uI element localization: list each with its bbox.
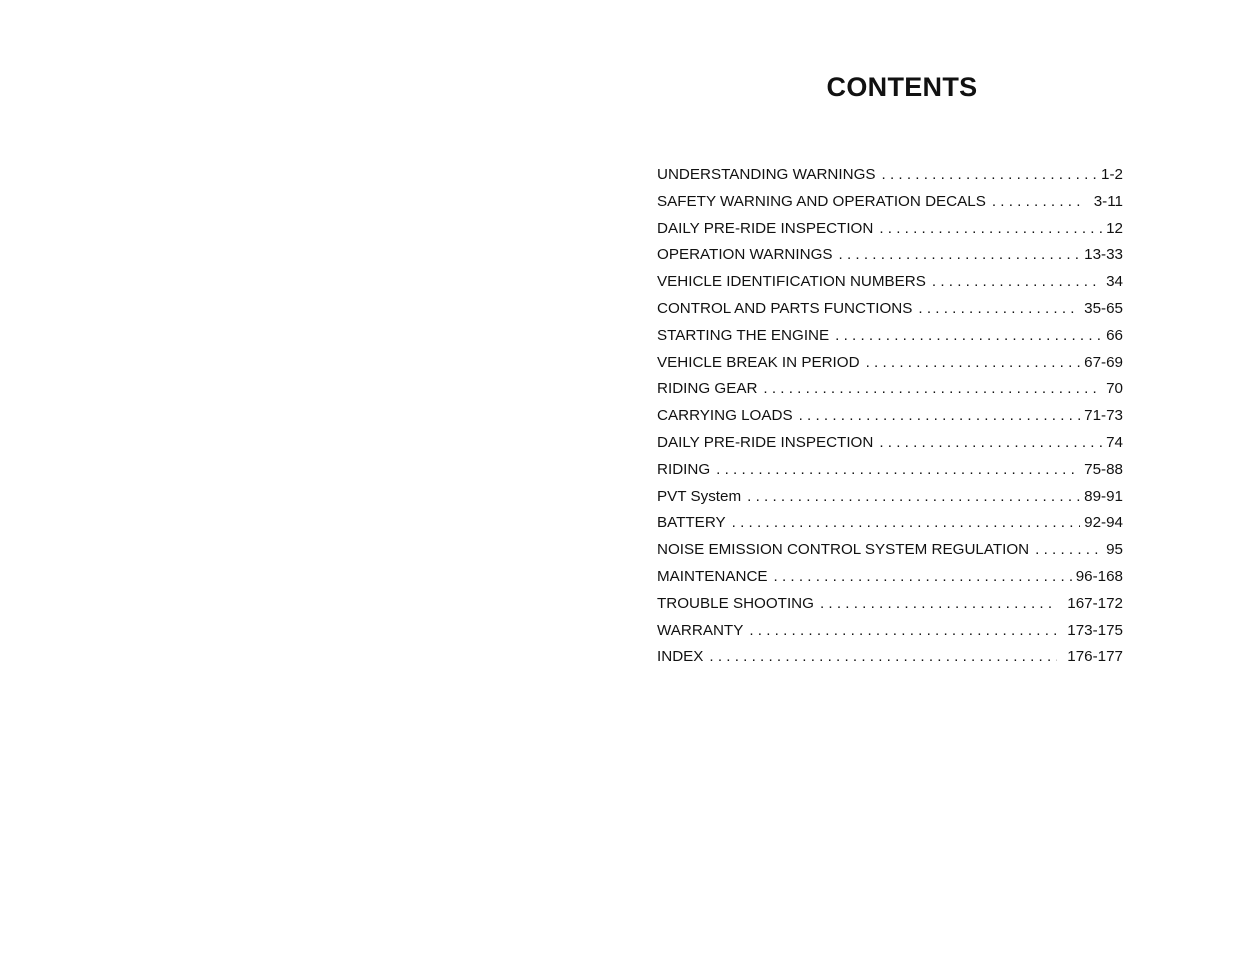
- dot-leader: [763, 376, 1102, 403]
- page-title: CONTENTS: [826, 72, 978, 102]
- toc-entry-label: SAFETY WARNING AND OPERATION DECALS: [657, 192, 986, 210]
- toc-entry-page: 34: [1106, 273, 1123, 291]
- toc-entry-page: 92-94: [1084, 514, 1123, 532]
- toc-entry-page: 70: [1106, 380, 1123, 398]
- toc-entry-label: CARRYING LOADS: [657, 407, 793, 425]
- dot-leader: [992, 189, 1084, 216]
- toc-entry: [657, 216, 1123, 243]
- dot-leader: [879, 430, 1102, 457]
- toc-entry: [657, 162, 1123, 189]
- toc-entry: [657, 644, 1123, 671]
- dot-leader: [839, 242, 1081, 269]
- toc-entry-page: 12: [1106, 219, 1123, 237]
- dot-leader: [716, 457, 1080, 484]
- toc-entry-label: VEHICLE IDENTIFICATION NUMBERS: [657, 273, 926, 291]
- toc-entry-label: OPERATION WARNINGS: [657, 246, 833, 264]
- toc-entry: [657, 350, 1123, 377]
- toc-entry-label: TROUBLE SHOOTING: [657, 594, 814, 612]
- toc-entry-label: MAINTENANCE: [657, 567, 768, 585]
- toc-entry: [657, 618, 1123, 645]
- toc-entry-page: 35-65: [1084, 299, 1123, 317]
- toc-entry-label: WARRANTY: [657, 621, 744, 639]
- toc-entry-page: 173-175: [1067, 621, 1123, 639]
- toc-entry-page: 95: [1106, 541, 1123, 559]
- toc-entry-label: STARTING THE ENGINE: [657, 326, 830, 344]
- toc-entry-label: PVT System: [657, 487, 742, 505]
- table-of-contents: [657, 162, 1123, 671]
- toc-entry: [657, 296, 1123, 323]
- dot-leader: [749, 618, 1057, 645]
- toc-entry-page: 75-88: [1084, 460, 1123, 478]
- toc-entry-page: 13-33: [1084, 246, 1123, 264]
- toc-entry: [657, 564, 1123, 591]
- toc-entry: [657, 457, 1123, 484]
- dot-leader: [747, 484, 1080, 511]
- toc-entry-page: 67-69: [1084, 353, 1123, 371]
- toc-entry: [657, 537, 1123, 564]
- dot-leader: [820, 591, 1057, 618]
- toc-entry-label: DAILY PRE-RIDE INSPECTION: [657, 433, 874, 451]
- toc-entry: [657, 269, 1123, 296]
- toc-entry-label: DAILY PRE-RIDE INSPECTION: [657, 219, 874, 237]
- dot-leader: [835, 323, 1102, 350]
- toc-entry-page: 1-2: [1101, 166, 1123, 183]
- toc-entry-page: 71-73: [1084, 407, 1123, 425]
- toc-entry-page: 176-177: [1067, 648, 1123, 666]
- dot-leader: [866, 350, 1081, 377]
- toc-entry: [657, 510, 1123, 537]
- toc-entry: [657, 323, 1123, 350]
- toc-entry-page: 167-172: [1067, 594, 1123, 612]
- toc-entry-label: RIDING GEAR: [657, 380, 758, 398]
- toc-entry-label: RIDING: [657, 460, 711, 478]
- toc-entry-page: 96-168: [1075, 567, 1123, 585]
- dot-leader: [732, 510, 1081, 537]
- toc-entry-page: 3-11: [1093, 192, 1123, 210]
- dot-leader: [879, 216, 1102, 243]
- dot-leader: [882, 162, 1098, 189]
- toc-entry: [657, 591, 1123, 618]
- toc-entry: [657, 376, 1123, 403]
- toc-entry: [657, 189, 1123, 216]
- toc-entry-label: INDEX: [657, 648, 704, 666]
- dot-leader: [932, 269, 1102, 296]
- dot-leader: [1035, 537, 1102, 564]
- toc-entry-label: UNDERSTANDING WARNINGS: [657, 166, 876, 183]
- toc-entry-label: VEHICLE BREAK IN PERIOD: [657, 353, 860, 371]
- toc-entry-page: 74: [1106, 433, 1123, 451]
- toc-entry: [657, 242, 1123, 269]
- toc-entry-label: CONTROL AND PARTS FUNCTIONS: [657, 299, 913, 317]
- toc-entry-page: 66: [1106, 326, 1123, 344]
- toc-entry-label: BATTERY: [657, 514, 726, 532]
- toc-entry-page: 89-91: [1084, 487, 1123, 505]
- dot-leader: [709, 644, 1057, 671]
- toc-entry: [657, 430, 1123, 457]
- toc-entry: [657, 403, 1123, 430]
- toc-entry-label: NOISE EMISSION CONTROL SYSTEM REGULATION: [657, 541, 1030, 559]
- dot-leader: [799, 403, 1081, 430]
- dot-leader: [918, 296, 1080, 323]
- dot-leader: [774, 564, 1072, 591]
- toc-entry: [657, 484, 1123, 511]
